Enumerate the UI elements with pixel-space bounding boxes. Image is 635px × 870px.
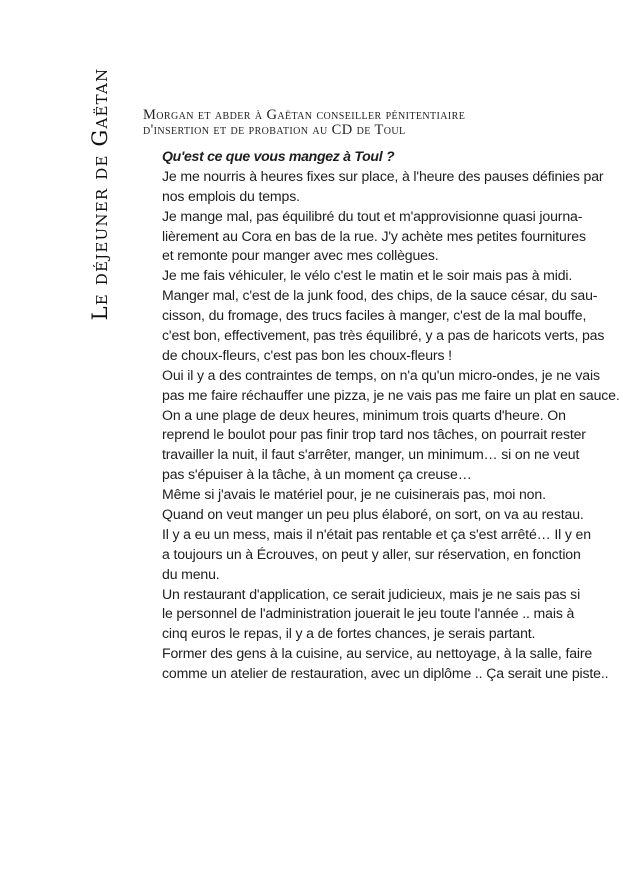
body-line: cinq euros le repas, il y a de fortes chances, je serais partant. xyxy=(162,625,536,642)
body-line: de choux-fleurs, c'est pas bon les choux-fleurs ! xyxy=(162,346,452,363)
body-line: Même si j'avais le matériel pour, je ne cuisinerais pas, moi non. xyxy=(162,486,546,503)
body-line: cisson, du fromage, des trucs faciles à manger, c'est de la mal bouffe, xyxy=(162,307,587,324)
interview-header xyxy=(143,108,593,138)
body-line: Je mange mal, pas équilibré du tout et m'approvisionne quasi journa- xyxy=(162,207,583,224)
body-line: Former des gens à la cuisine, au service, au nettoyage, à la salle, faire xyxy=(162,645,593,662)
body-line: du menu. xyxy=(162,565,220,582)
body-line: On a une plage de deux heures, minimum trois quarts d'heure. On xyxy=(162,406,566,423)
body-line: Quand on veut manger un peu plus élaboré, on sort, on va au restau. xyxy=(162,506,584,523)
header-line: Morgan et abder à Gaëtan conseiller pénitentiaire xyxy=(143,107,466,123)
body-line: Je me nourris à heures fixes sur place, à l'heure des pauses définies par xyxy=(162,167,604,184)
interview-question: Qu'est ce que vous mangez à Toul ? xyxy=(162,148,395,164)
body-line: et remonte pour manger avec mes collègues. xyxy=(162,247,439,264)
body-line: c'est bon, effectivement, pas très équilibré, y a pas de haricots verts, pas xyxy=(162,327,605,344)
body-line: comme un atelier de restauration, avec un diplôme .. Ça serait une piste.. xyxy=(162,665,609,682)
body-line: pas me faire réchauffer une pizza, je ne vais pas me faire un plat en sauce. xyxy=(162,386,620,403)
chapter-title-vertical: Le déjeuner de Gaëtan xyxy=(88,67,112,321)
body-line: Je me fais véhiculer, le vélo c'est le matin et le soir mais pas à midi. xyxy=(162,267,573,284)
body-line: le personnel de l'administration jouerait le jeu toute l'année .. mais à xyxy=(162,605,575,622)
body-line: Manger mal, c'est de la junk food, des chips, de la sauce césar, du sau- xyxy=(162,287,598,304)
body-line: pas s'épuiser à la tâche, à un moment ça creuse… xyxy=(162,466,472,483)
body-line: Il y a eu un mess, mais il n'était pas rentable et ça s'est arrêté… Il y en xyxy=(162,525,591,542)
body-line: Un restaurant d'application, ce serait judicieux, mais je ne sais pas si xyxy=(162,585,581,602)
body-line: a toujours un à Écrouves, on peut y aller, sur réservation, en fonction xyxy=(162,545,581,562)
header-line: d'insertion et de probation au CD de Toul xyxy=(143,122,406,138)
body-line: Oui il y a des contraintes de temps, on n'a qu'un micro-ondes, je ne vais xyxy=(162,366,600,383)
body-line: reprend le boulot pour pas finir trop tard nos tâches, on pourrait rester xyxy=(162,426,586,443)
body-line: nos emplois du temps. xyxy=(162,187,300,204)
body-line: travailler la nuit, il faut s'arrêter, manger, un minimum… si on ne veut xyxy=(162,446,580,463)
interview-body xyxy=(162,147,620,684)
body-line: lièrement au Cora en bas de la rue. J'y achète mes petites fournitures xyxy=(162,227,586,244)
